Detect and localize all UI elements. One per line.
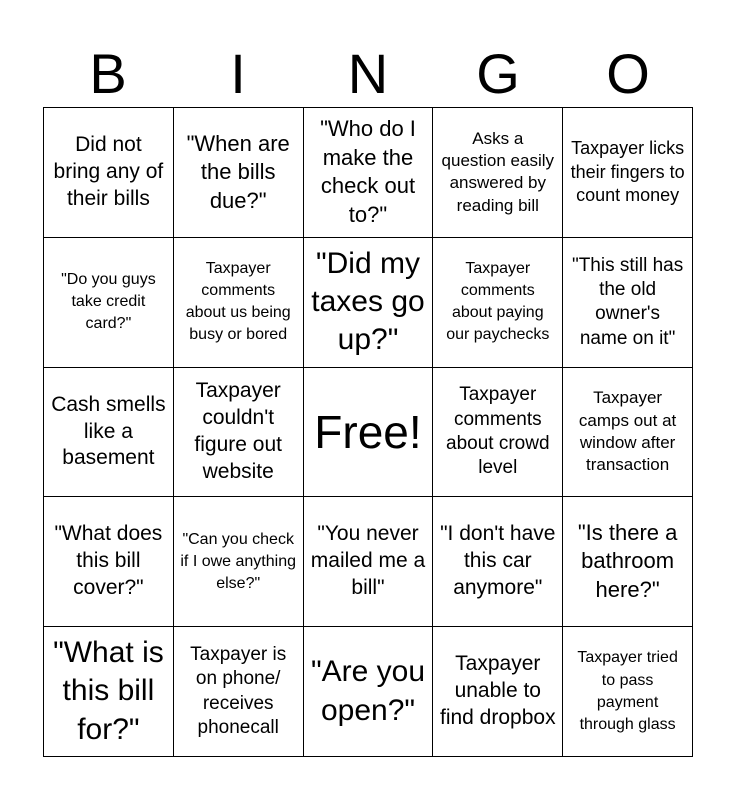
header-letter-g: G — [476, 42, 520, 105]
bingo-cell: Taxpayer licks their fingers to count money — [563, 108, 693, 238]
bingo-cell: "What does this bill cover?" — [44, 497, 174, 627]
bingo-cell: "What is this bill for?" — [44, 627, 174, 757]
bingo-cell: Taxpayer tried to pass payment through glass — [563, 627, 693, 757]
bingo-cell: "When are the bills due?" — [174, 108, 304, 238]
bingo-cell: Taxpayer couldn't figure out website — [174, 368, 304, 498]
bingo-cell: Taxpayer camps out at window after transaction — [563, 368, 693, 498]
header-letter-o: O — [606, 42, 650, 105]
bingo-cell: Asks a question easily answered by reading bill — [433, 108, 563, 238]
header-letter-n: N — [347, 42, 389, 105]
header-letter-i: I — [230, 42, 246, 105]
bingo-cell: "This still has the old owner's name on it" — [563, 238, 693, 368]
bingo-cell: "Is there a bathroom here?" — [563, 497, 693, 627]
bingo-cell: "Can you check if I owe anything else?" — [174, 497, 304, 627]
bingo-cell: Cash smells like a basement — [44, 368, 174, 498]
bingo-cell: Did not bring any of their bills — [44, 108, 174, 238]
bingo-cell: "Do you guys take credit card?" — [44, 238, 174, 368]
header-letter-b: B — [89, 42, 127, 105]
bingo-cell: "I don't have this car anymore" — [433, 497, 563, 627]
bingo-cell: Taxpayer comments about paying our paychecks — [433, 238, 563, 368]
bingo-cell: "Did my taxes go up?" — [304, 238, 434, 368]
bingo-cell: "Who do I make the check out to?" — [304, 108, 434, 238]
bingo-cell: Taxpayer comments about us being busy or bored — [174, 238, 304, 368]
bingo-board — [43, 107, 693, 757]
free-space-cell: Free! — [304, 368, 434, 498]
bingo-cell: Taxpayer comments about crowd level — [433, 368, 563, 498]
bingo-cell: "Are you open?" — [304, 627, 434, 757]
bingo-header — [43, 40, 693, 108]
bingo-cell: Taxpayer unable to find dropbox — [433, 627, 563, 757]
bingo-cell: "You never mailed me a bill" — [304, 497, 434, 627]
bingo-cell: Taxpayer is on phone/ receives phonecall — [174, 627, 304, 757]
